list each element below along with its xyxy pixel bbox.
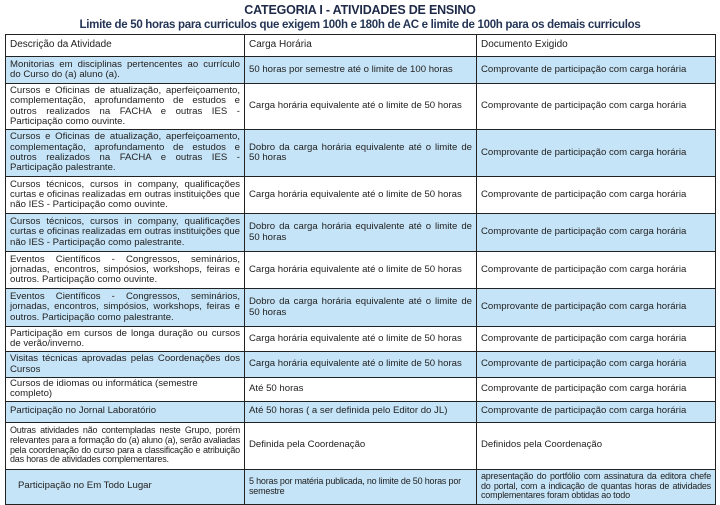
cell-descricao: Cursos e Oficinas de atualização, aperfeiçoamento, complementação, aprofundamento de estudos e outros realizados na FACHA e outras IES - Participação como ouvinte. bbox=[6, 84, 245, 130]
table-row bbox=[6, 378, 716, 402]
cell-descricao: Visitas técnicas aprovadas pelas Coordenações dos Cursos bbox=[6, 352, 245, 378]
cell-descricao: Cursos técnicos, cursos in company, qualificações curtas e oficinas realizadas em outras instituições que não IES - Participação como ouvinte. bbox=[6, 177, 245, 214]
cell-descricao: Participação em cursos de longa duração ou cursos de verão/inverno. bbox=[6, 327, 245, 352]
cell-carga: 5 horas por matéria publicada, no limite de 50 horas por semestre bbox=[245, 469, 477, 504]
column-header-descricao: Descrição da Atividade bbox=[6, 35, 245, 57]
table-row bbox=[6, 177, 716, 214]
cell-carga: Até 50 horas ( a ser definida pelo Editor do JL) bbox=[245, 401, 477, 422]
cell-documento: Comprovante de participação com carga horária bbox=[477, 84, 716, 130]
cell-documento: Comprovante de participação com carga horária bbox=[477, 177, 716, 214]
table-row bbox=[6, 57, 716, 84]
table-row bbox=[6, 84, 716, 130]
cell-documento: apresentação do portfólio com assinatura da editora chefe do portal, com a indicação de quantas horas de atividades complementares foram obtidas ao todo bbox=[477, 469, 716, 504]
cell-descricao: Cursos e Oficinas de atualização, aperfeiçoamento, complementação, aprofundamento de estudos e outros realizados na FACHA e outras IES - Participação palestrante. bbox=[6, 130, 245, 177]
cell-carga: Dobro da carga horária equivalente até o limite de 50 horas bbox=[245, 214, 477, 252]
cell-carga: Dobro da carga horária equivalente até o limite de 50 horas bbox=[245, 289, 477, 327]
cell-descricao: Eventos Científicos - Congressos, seminários, jornadas, encontros, simpósios, workshops, feiras e outros. Participação como palestrante. bbox=[6, 289, 245, 327]
cell-carga: Carga horária equivalente até o limite de 50 horas bbox=[245, 352, 477, 378]
cell-carga: Carga horária equivalente até o limite de 50 horas bbox=[245, 327, 477, 352]
cell-carga: Dobro da carga horária equivalente até o limite de 50 horas bbox=[245, 130, 477, 177]
cell-documento: Comprovante de participação com carga horária bbox=[477, 352, 716, 378]
table-row bbox=[6, 214, 716, 252]
cell-descricao: Participação no Jornal Laboratório bbox=[6, 401, 245, 422]
cell-carga: Carga horária equivalente até o limite de 50 horas bbox=[245, 84, 477, 130]
cell-documento: Definidos pela Coordenação bbox=[477, 422, 716, 469]
activities-table bbox=[5, 34, 716, 505]
table-row bbox=[6, 252, 716, 289]
cell-carga: Definida pela Coordenação bbox=[245, 422, 477, 469]
cell-documento: Comprovante de participação com carga horária bbox=[477, 289, 716, 327]
cell-descricao: Outras atividades não contempladas neste Grupo, porém relevantes para a formação do (a) aluno (a), serão avaliadas pela coordenação do curso para a classificação e atribuição das horas de atividades complementares. bbox=[6, 422, 245, 469]
column-header-documento: Documento Exigido bbox=[477, 35, 716, 57]
cell-documento: Comprovante de participação com carga horária bbox=[477, 252, 716, 289]
table-row bbox=[6, 289, 716, 327]
cell-documento: Comprovante de participação com carga horária bbox=[477, 327, 716, 352]
cell-carga: Até 50 horas bbox=[245, 378, 477, 402]
cell-documento: Comprovante de participação com carga horária bbox=[477, 378, 716, 402]
column-header-carga: Carga Horária bbox=[245, 35, 477, 57]
cell-carga: 50 horas por semestre até o limite de 100 horas bbox=[245, 57, 477, 84]
cell-descricao: Participação no Em Todo Lugar bbox=[6, 469, 245, 504]
cell-documento: Comprovante de participação com carga horária bbox=[477, 57, 716, 84]
table-row bbox=[6, 327, 716, 352]
cell-descricao: Cursos de idiomas ou informática (semestre completo) bbox=[6, 378, 245, 402]
cell-documento: Comprovante de participação com carga horária bbox=[477, 214, 716, 252]
table-row bbox=[6, 130, 716, 177]
table-row bbox=[6, 401, 716, 422]
page-subtitle: Limite de 50 horas para curriculos que exigem 100h e 180h de AC e limite de 100h para os demais curriculos bbox=[79, 19, 641, 31]
cell-carga: Carga horária equivalente até o limite de 50 horas bbox=[245, 177, 477, 214]
table-row bbox=[6, 422, 716, 469]
cell-descricao: Cursos técnicos, cursos in company, qualificações curtas e oficinas realizadas em outras instituições que não IES - Participação como palestrante. bbox=[6, 214, 245, 252]
page-title: CATEGORIA I - ATIVIDADES DE ENSINO bbox=[244, 3, 476, 17]
cell-descricao: Monitorias em disciplinas pertencentes ao currículo do Curso do (a) aluno (a). bbox=[6, 57, 245, 84]
table-row bbox=[6, 352, 716, 378]
cell-descricao: Eventos Científicos - Congressos, seminários, jornadas, encontros, simpósios, workshops, feiras e outros. Participação como ouvinte. bbox=[6, 252, 245, 289]
cell-documento: Comprovante de participação com carga horária bbox=[477, 401, 716, 422]
table-row bbox=[6, 469, 716, 504]
table-header-row bbox=[6, 35, 716, 57]
cell-carga: Carga horária equivalente até o limite de 50 horas bbox=[245, 252, 477, 289]
cell-documento: Comprovante de participação com carga horária bbox=[477, 130, 716, 177]
